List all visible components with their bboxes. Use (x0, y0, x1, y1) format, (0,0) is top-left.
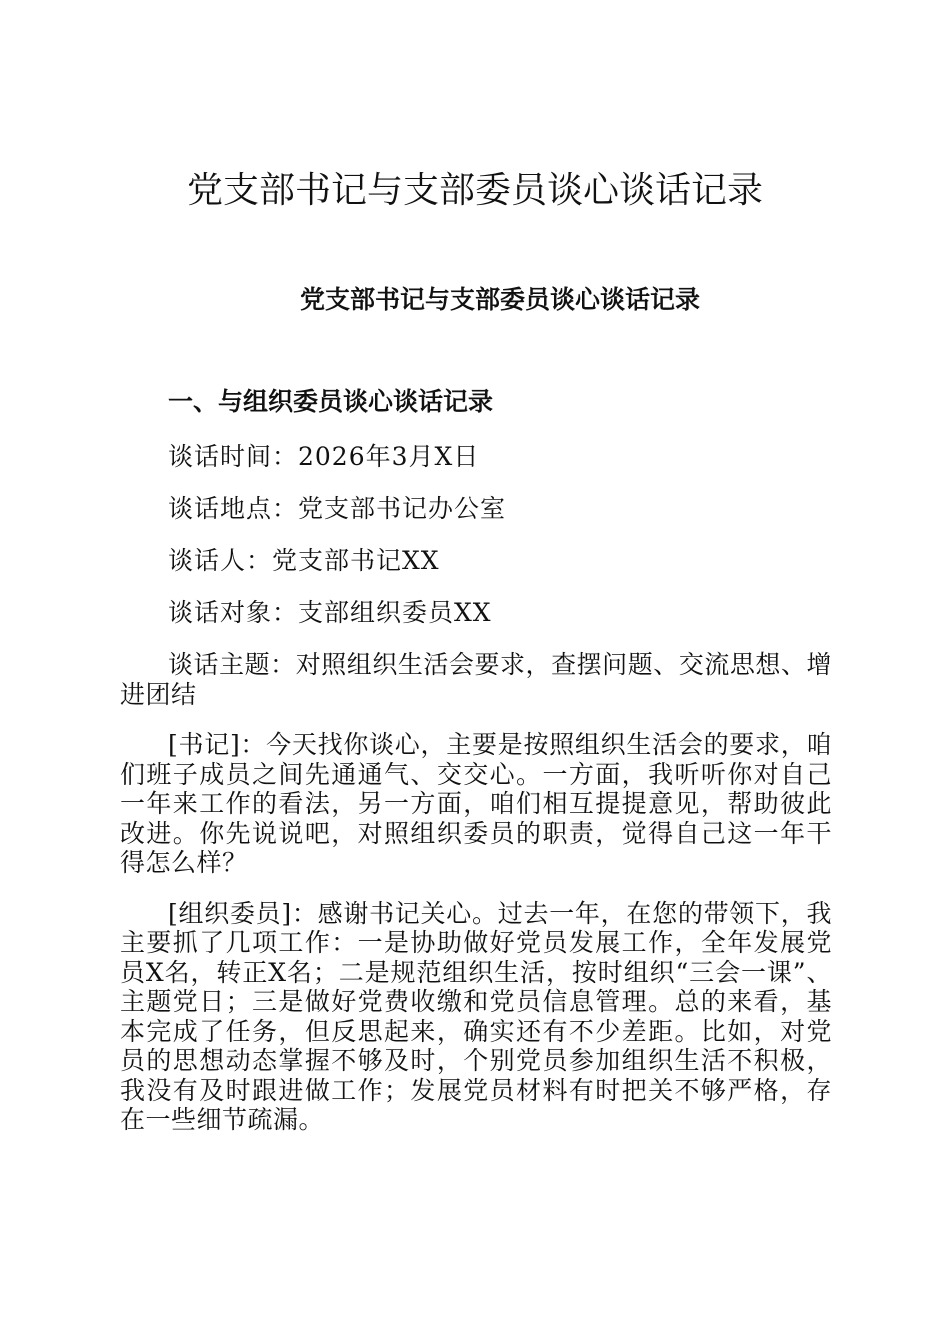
info-time: 谈话时间：2026年3月X日 (168, 442, 480, 471)
paragraph-organization-member: [组织委员]：感谢书记关心。过去一年，在您的带领下，我主要抓了几项工作：一是协助做好党员发展工作，全年发展党员X名，转正X名；二是规范组织生活，按时组织“三会一课”、主题党日；三是做好党费收缴和党员信息管理。总的来看，基本完成了任务，但反思起来，确实还有不少差距。比如，对党员的思想动态掌握不够及时，个别党员参加组织生活不积极，我没有及时跟进做工作；发展党员材料有时把关不够严格，存在一些细节疏漏。 (120, 898, 832, 1134)
document-body (120, 384, 832, 1156)
info-topic: 谈话主题：对照组织生活会要求，查摆问题、交流思想、增进团结 (120, 650, 832, 709)
document-subtitle: 党支部书记与支部委员谈心谈话记录 (299, 285, 700, 314)
info-speaker: 谈话人：党支部书记XX (168, 546, 440, 575)
section-heading: 一、与组织委员谈心谈话记录 (168, 387, 494, 416)
paragraph-secretary: [书记]：今天找你谈心，主要是按照组织生活会的要求，咱们班子成员之间先通通气、交交心。一方面，我听听你对自己一年来工作的看法，另一方面，咱们相互提提意见，帮助彼此改进。你先说说吧，对照组织委员的职责，觉得自己这一年干得怎么样？ (120, 730, 832, 877)
info-place: 谈话地点：党支部书记办公室 (168, 494, 507, 523)
document-title: 党支部书记与支部委员谈心谈话记录 (186, 170, 763, 211)
info-target: 谈话对象：支部组织委员XX (168, 598, 492, 627)
